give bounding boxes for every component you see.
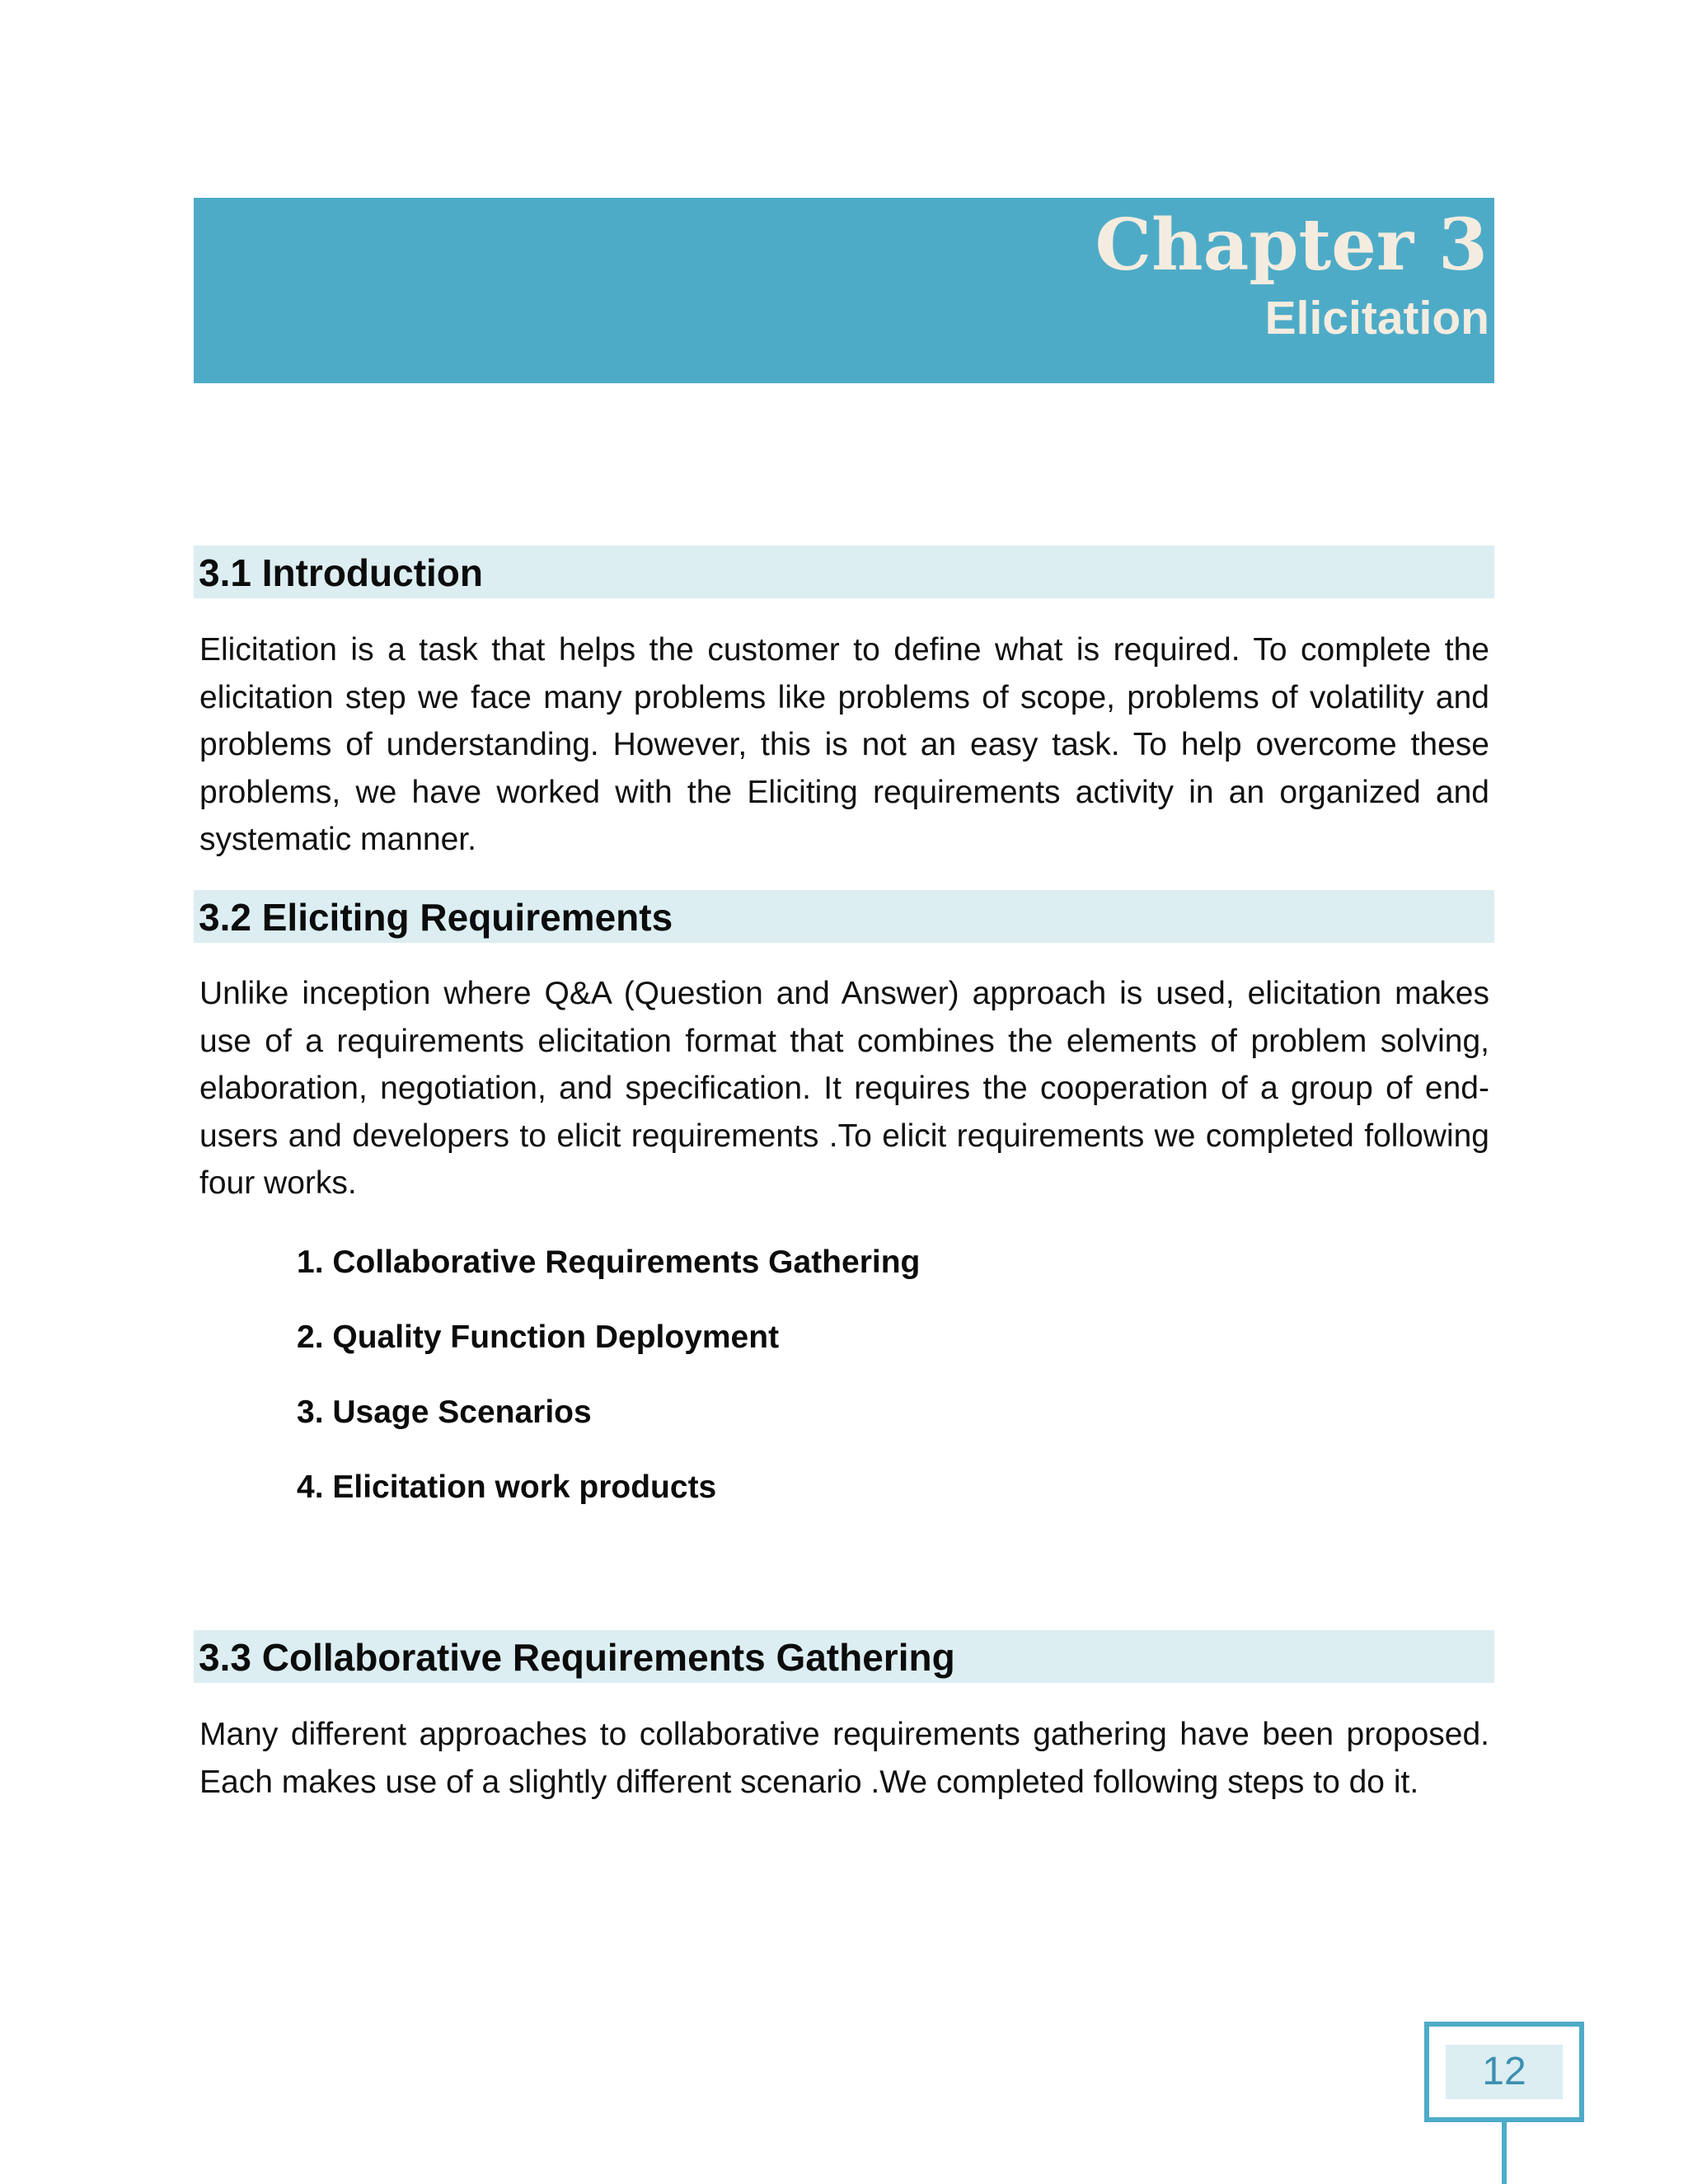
list-item: 4. Elicitation work products: [297, 1469, 717, 1505]
collaborative-gathering-paragraph: Many different approaches to collaborative requirements gathering have been proposed. Each makes use of a slightly different scenario .We completed following steps to do it.: [199, 1717, 1489, 1800]
section-heading-collaborative-gathering: 3.3 Collaborative Requirements Gathering: [194, 1630, 1494, 1683]
list-item: 2. Quality Function Deployment: [297, 1319, 780, 1355]
chapter-subtitle: Elicitation: [1264, 292, 1489, 344]
page-number-stem: [1502, 2122, 1507, 2184]
chapter-title: Chapter 3: [1095, 204, 1488, 287]
page-number-box: [1424, 2022, 1584, 2122]
page-number: 12: [1446, 2045, 1563, 2099]
section-heading-eliciting-requirements: 3.2 Eliciting Requirements: [194, 890, 1494, 943]
section-heading-introduction: 3.1 Introduction: [194, 546, 1494, 598]
chapter-banner: [194, 198, 1494, 383]
list-item: 3. Usage Scenarios: [297, 1394, 592, 1430]
list-item: 1. Collaborative Requirements Gathering: [297, 1244, 921, 1280]
elicitation-works-list: [297, 1242, 920, 1542]
eliciting-requirements-paragraph: Unlike inception where Q&A (Question and Answer) approach is used, elicitation makes use of a requirements elicitation format that combines the elements of problem solving, elaboration, negotiation, and specification. It requires the cooperation of a group of end-users and developers to elicit requirements .To elicit requirements we completed following four works.: [199, 976, 1489, 1201]
introduction-paragraph: Elicitation is a task that helps the customer to define what is required. To complete the elicitation step we face many problems like problems of scope, problems of volatility and problems of understanding. However, this is not an easy task. To help overcome these problems, we have worked with the Eliciting requirements activity in an organized and systematic manner.: [199, 632, 1489, 857]
